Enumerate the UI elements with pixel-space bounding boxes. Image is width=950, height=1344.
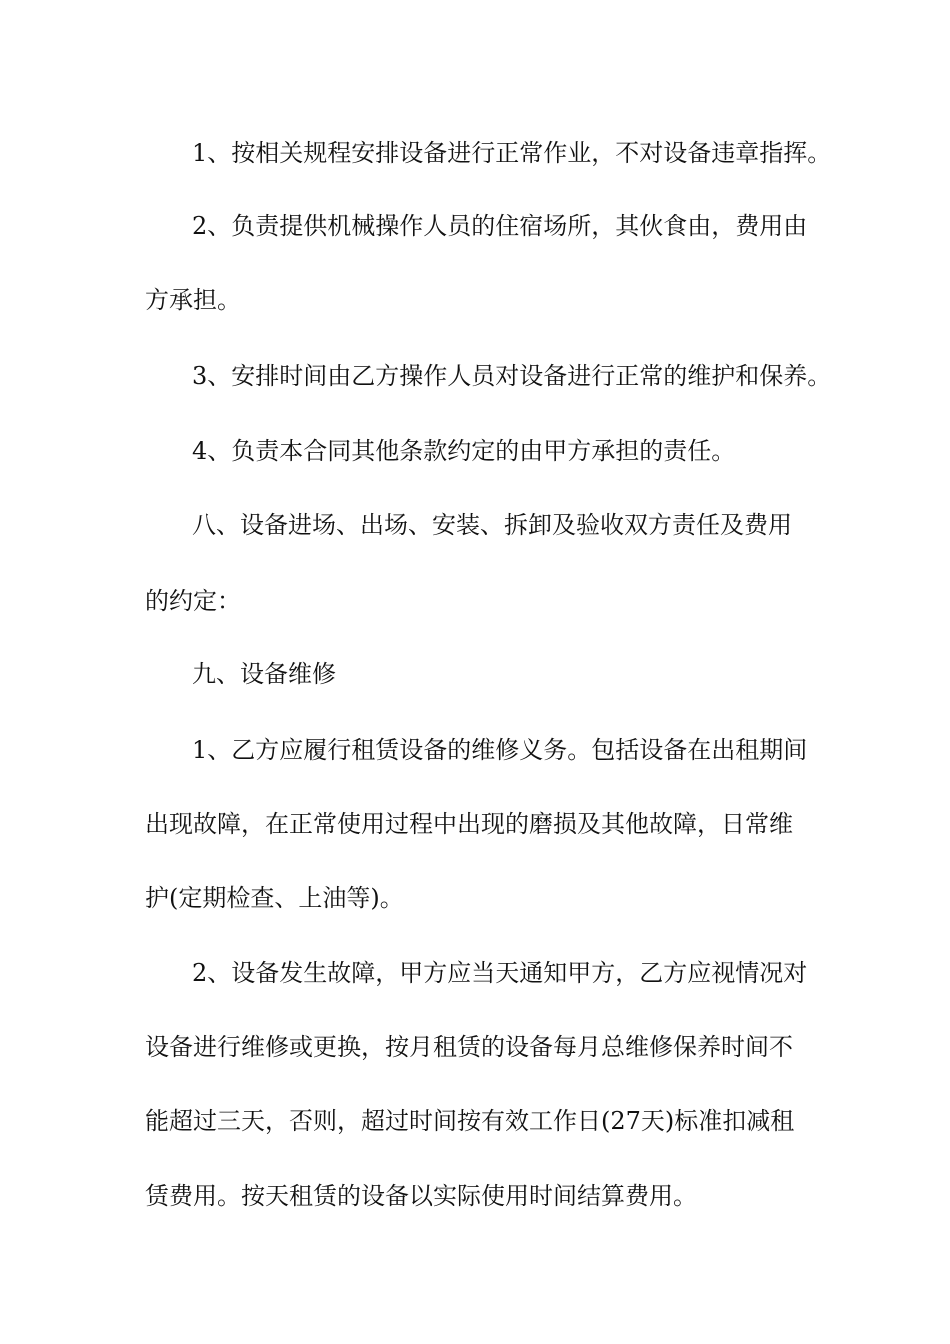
text-line: 3、安排时间由乙方操作人员对设备进行正常的维护和保养。 [192,362,832,390]
text-line: 2、负责提供机械操作人员的住宿场所，其伙食由，费用由 [192,212,808,240]
text-line: 的约定： [145,587,241,615]
text-line: 1、乙方应履行租赁设备的维修义务。包括设备在出租期间 [192,736,808,764]
text-line: 设备进行维修或更换，按月租赁的设备每月总维修保养时间不 [145,1033,793,1061]
section-heading: 九、设备维修 [192,660,336,688]
text-line: 能超过三天，否则，超过时间按有效工作日(27天)标准扣减租 [145,1107,795,1135]
section-heading: 八、设备进场、出场、安装、拆卸及验收双方责任及费用 [192,511,792,539]
text-line: 1、按相关规程安排设备进行正常作业，不对设备违章指挥。 [192,139,832,167]
text-line: 出现故障，在正常使用过程中出现的磨损及其他故障，日常维 [145,810,793,838]
text-line: 4、负责本合同其他条款约定的由甲方承担的责任。 [192,437,736,465]
text-line: 方承担。 [145,286,241,314]
text-line: 2、设备发生故障，甲方应当天通知甲方，乙方应视情况对 [192,959,808,987]
text-line: 赁费用。按天租赁的设备以实际使用时间结算费用。 [145,1182,697,1210]
text-line: 护(定期检查、上油等)。 [145,884,404,912]
